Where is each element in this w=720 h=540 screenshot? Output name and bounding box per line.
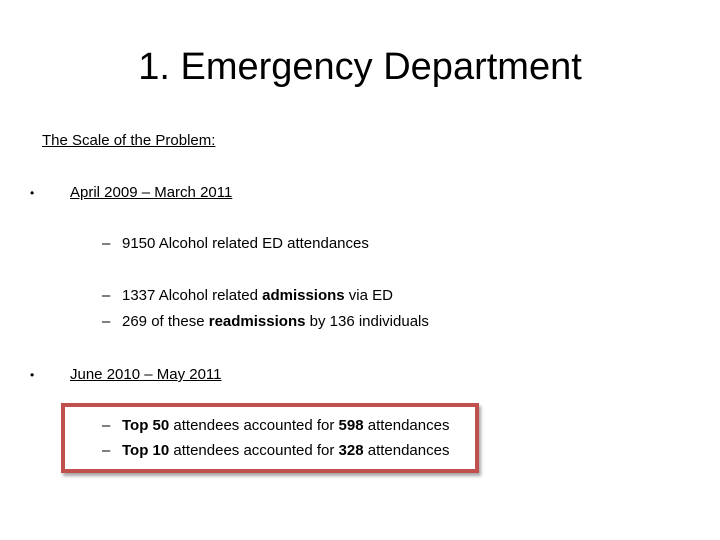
dash-icon: – <box>102 287 111 304</box>
bullet-period-1 <box>30 183 232 203</box>
sub-item <box>102 234 369 254</box>
bullet-period-2 <box>30 365 222 385</box>
sub-item-text: 1337 Alcohol related <box>122 287 263 304</box>
highlight-text: attendances <box>363 417 450 434</box>
sub-item <box>102 286 393 306</box>
highlight-box <box>61 403 479 473</box>
sub-item-text: by 136 individuals <box>305 313 429 330</box>
dash-icon: – <box>102 235 111 252</box>
bullet-icon: • <box>30 186 35 200</box>
sub-item-bold: readmissions <box>208 313 306 330</box>
bullet-icon: • <box>30 368 35 382</box>
dash-icon: – <box>102 442 111 459</box>
sub-item-text: via ED <box>344 287 393 304</box>
slide-title: 1. Emergency Department <box>138 46 582 88</box>
period-label: June 2010 – May 2011 <box>70 366 222 383</box>
highlight-item <box>102 416 449 436</box>
highlight-bold: Top 50 <box>122 417 170 434</box>
sub-item-text: 9150 Alcohol related ED attendances <box>122 235 369 252</box>
sub-item-text: 269 of these <box>122 313 209 330</box>
sub-item-bold: admissions <box>262 287 345 304</box>
highlight-bold: Top 10 <box>122 442 170 459</box>
section-heading: The Scale of the Problem: <box>42 132 216 149</box>
dash-icon: – <box>102 417 111 434</box>
sub-item <box>102 312 429 332</box>
dash-icon: – <box>102 313 111 330</box>
highlight-text: attendees accounted for <box>169 417 339 434</box>
highlight-bold: 328 <box>338 442 364 459</box>
highlight-text: attendees accounted for <box>169 442 339 459</box>
highlight-bold: 598 <box>338 417 364 434</box>
highlight-item <box>102 441 449 461</box>
highlight-text: attendances <box>363 442 450 459</box>
period-label: April 2009 – March 2011 <box>70 184 233 201</box>
